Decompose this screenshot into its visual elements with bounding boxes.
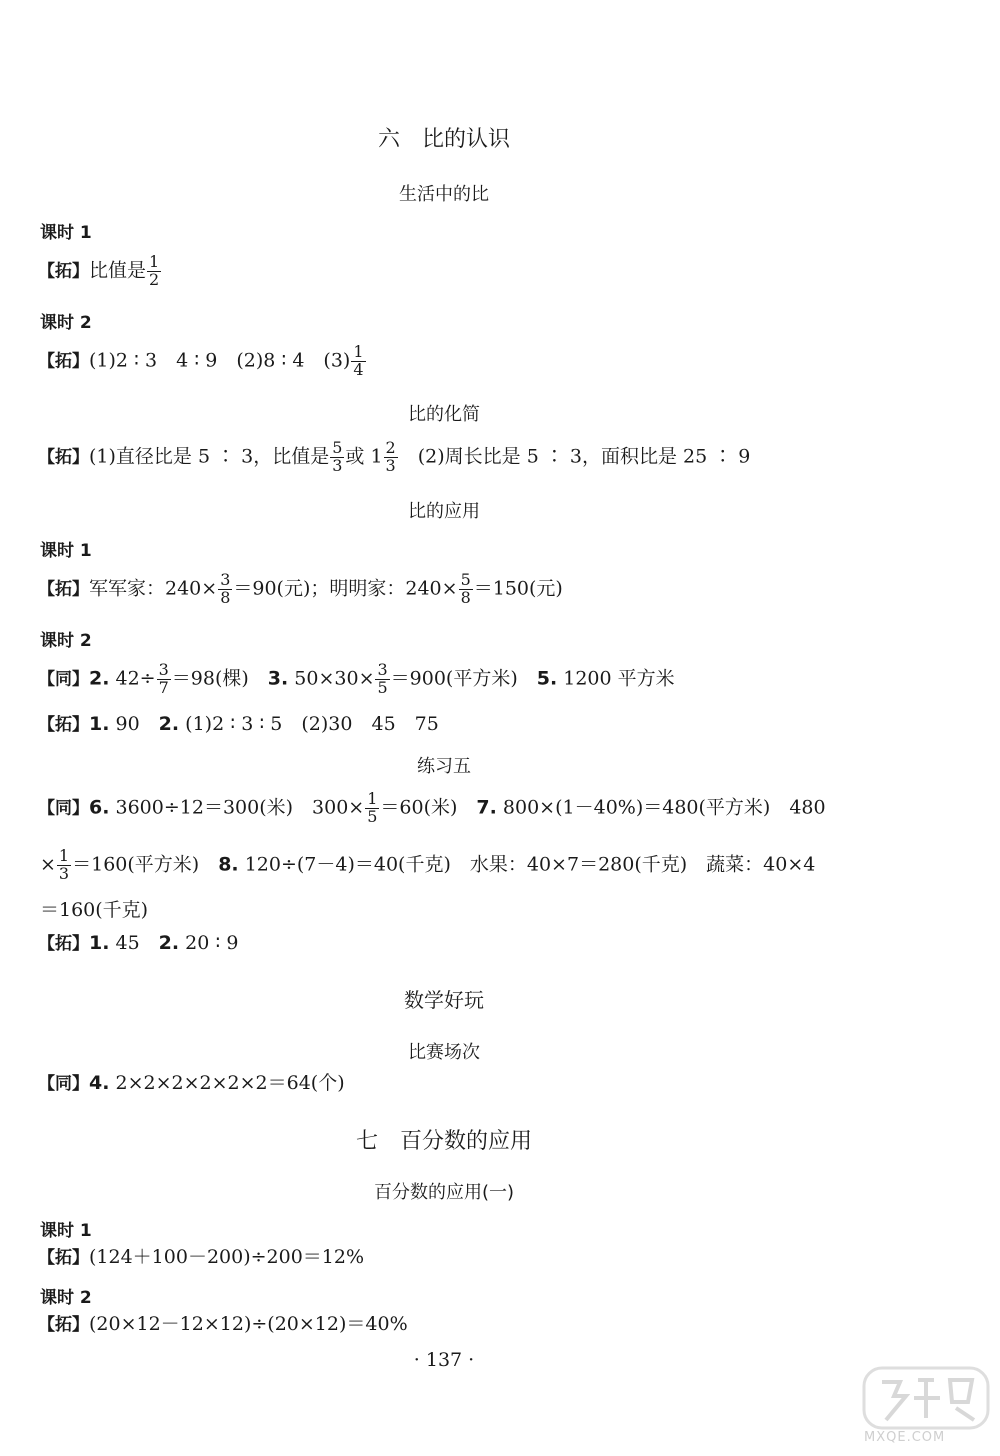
- answer-line: 【拓】(124＋100－200)÷200＝12%: [38, 1246, 365, 1268]
- fraction: $\frac{3}{7}$: [158, 660, 169, 697]
- page-number: · 137 ·: [413, 1349, 475, 1371]
- chapter-title-6: 六 比的认识: [377, 127, 510, 152]
- fraction: $\frac{5}{3}$: [332, 438, 343, 475]
- tag-tuo: 【拓】: [38, 1248, 89, 1268]
- tag-tuo: 【拓】: [38, 1315, 89, 1335]
- fraction: $\frac{1}{4}$: [353, 342, 364, 379]
- answer-line: ＝160(千克): [40, 899, 149, 921]
- answer-line: [38, 344, 367, 379]
- lesson-label: 课时 2: [40, 631, 92, 651]
- answer-line: [38, 254, 162, 289]
- answer-text: (1)2 ∶ 3 4 ∶ 9 (2)8 ∶ 4 (3): [89, 349, 351, 372]
- section-title: 比赛场次: [408, 1042, 480, 1063]
- tag-tuo: 【拓】: [38, 934, 89, 954]
- fraction: $\frac{3}{8}$: [220, 570, 231, 607]
- lesson-label: 课时 2: [40, 1288, 92, 1308]
- answer-line: 【拓】1. 90 2. (1)2 ∶ 3 ∶ 5 (2)30 45 75: [38, 713, 439, 735]
- section-title: 比的化简: [408, 404, 480, 425]
- fraction: $\frac{2}{3}$: [385, 438, 396, 475]
- tag-tuo: 【拓】: [38, 261, 89, 282]
- section-title: 比的应用: [408, 501, 480, 522]
- answer-line: 【同】2. 42÷ $\frac{3}{7}$ ＝98(棵) 3. 50×30× $\frac{3}{5}$ ＝900(平方米) 5. 1200 平方米: [38, 660, 675, 697]
- section-title: 百分数的应用(一): [373, 1182, 515, 1203]
- tag-tuo: 【拓】: [38, 715, 89, 735]
- tag-tuo: 【拓】: [38, 351, 89, 372]
- answer-line: 【拓】(1)直径比是 5 ∶ 3，比值是 $\frac{5}{3}$ 或 1 $\frac{2}{3}$ (2)周长比是 5 ∶ 3，面积比是 25 ∶ 9: [38, 438, 751, 475]
- fraction: $\frac{5}{8}$: [460, 570, 471, 607]
- section-title: 数学好玩: [404, 988, 484, 1012]
- lesson-label: 课时 1: [40, 1221, 92, 1241]
- tag-tong: 【同】: [38, 1074, 89, 1094]
- answer-text: 比值是: [89, 259, 147, 282]
- tag-tong: 【同】: [38, 798, 89, 819]
- fraction: $\frac{3}{5}$: [377, 660, 388, 697]
- watermark-url: MXQE.COM: [864, 1430, 946, 1445]
- section-title: 练习五: [417, 756, 471, 777]
- answer-line: 【同】6. 3600÷12＝300(米) 300× $\frac{1}{5}$ ＝60(米) 7. 800×(1－40%)＝480(平方米) 480: [38, 789, 826, 826]
- lesson-label: 课时 1: [40, 223, 92, 243]
- tag-tuo: 【拓】: [38, 579, 89, 600]
- fraction: $\frac{1}{3}$: [58, 846, 70, 883]
- fraction: $\frac{1}{2}$: [149, 252, 160, 289]
- answer-line: 【同】4. 2×2×2×2×2×2＝64(个): [38, 1072, 345, 1094]
- lesson-label: 课时 1: [40, 541, 92, 561]
- lesson-label: 课时 2: [40, 313, 92, 333]
- section-title: 生活中的比: [399, 184, 489, 205]
- fraction: $\frac{1}{5}$: [367, 789, 378, 826]
- answer-line: 【拓】1. 45 2. 20 ∶ 9: [38, 932, 239, 954]
- tag-tong: 【同】: [38, 669, 89, 690]
- answer-line: × $\frac{1}{3}$ ＝160(平方米) 8. 120÷(7－4)＝40(千克) 水果：40×7＝280(千克) 蔬菜：40×4: [40, 846, 816, 883]
- answer-line: 【拓】(20×12－12×12)÷(20×12)＝40%: [38, 1313, 408, 1335]
- tag-tuo: 【拓】: [38, 447, 89, 468]
- chapter-title-7: 七 百分数的应用: [355, 1129, 532, 1154]
- answer-line: 【拓】军军家：240× $\frac{3}{8}$ ＝90(元)；明明家：240× $\frac{5}{8}$ ＝150(元): [38, 570, 563, 607]
